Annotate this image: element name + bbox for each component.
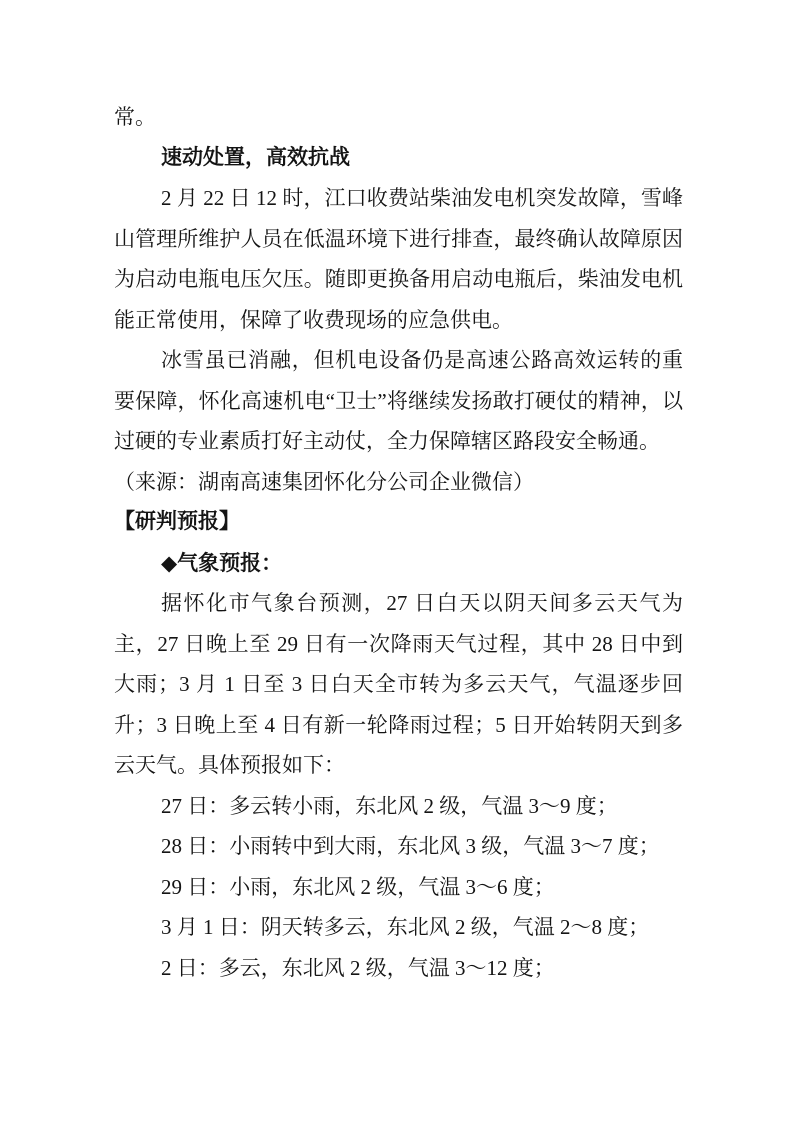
paragraph-forecast-intro: 据怀化市气象台预测，27 日白天以阴天间多云天气为主，27 日晚上至 29 日有一次降雨天气过程，其中 28 日中到大雨；3 月 1 日至 3 日白天全市转为多云天气，气温逐步回升；3 日晚上至 4 日有新一轮降雨过程；5 日开始转阴天到多云天气。具体预报如下： <box>114 591 683 777</box>
subheading-quick-response: 速动处置，高效抗战 <box>161 145 350 169</box>
forecast-item-mar2: 2 日：多云，东北风 2 级，气温 3～12 度； <box>161 955 555 980</box>
paragraph-incident: 2 月 22 日 12 时，江口收费站柴油发电机突发故障，雪峰山管理所维护人员在低温环境下进行排查，最终确认故障原因为启动电瓶电压欠压。随即更换备用启动电瓶后，柴油发电机能正常使用，保障了收费现场的应急供电。 <box>114 186 683 332</box>
bullet-heading-weather-forecast: ◆气象预报： <box>161 550 283 575</box>
forecast-item-day29: 29 日：小雨，东北风 2 级，气温 3～6 度； <box>161 874 555 899</box>
paragraph-continuation: 常。 <box>114 105 156 129</box>
forecast-item-mar1: 3 月 1 日：阴天转多云，东北风 2 级，气温 2～8 度； <box>161 915 650 939</box>
section-title-forecast: 【研判预报】 <box>114 510 240 533</box>
forecast-item-day27: 27 日：多云转小雨，东北风 2 级，气温 3～9 度； <box>161 793 618 818</box>
source-attribution: （来源：湖南高速集团怀化分公司企业微信） <box>114 469 534 494</box>
forecast-item-day28: 28 日：小雨转中到大雨，东北风 3 级，气温 3～7 度； <box>161 834 660 858</box>
paragraph-summary: 冰雪虽已消融，但机电设备仍是高速公路高效运转的重要保障，怀化高速机电“卫士”将继续发扬敢打硬仗的精神，以过硬的专业素质打好主动仗，全力保障辖区路段安全畅通。 <box>114 348 683 453</box>
